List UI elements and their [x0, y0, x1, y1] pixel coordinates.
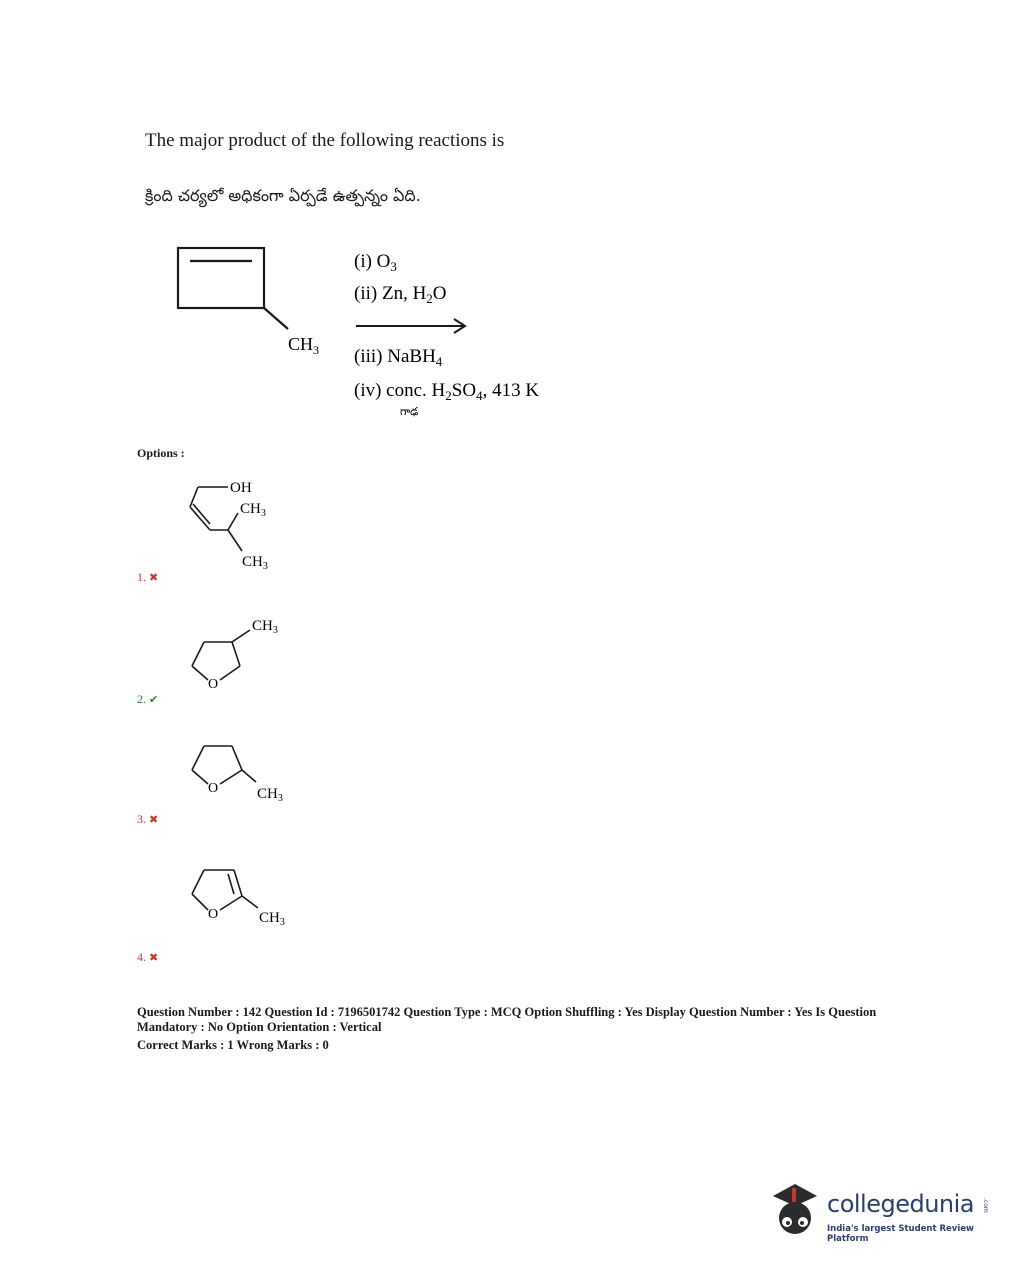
reagent-1: (i) $O_3$: [354, 251, 397, 274]
metadata-line-2: Correct Marks : 1 Wrong Marks : 0: [137, 1038, 329, 1052]
option-2-o-label: O: [208, 677, 219, 692]
option-4-o-label: O: [208, 907, 219, 922]
metadata-line-1: Question Number : 142 Question Id : 7196501742 Question Type : MCQ Option Shuffling : Yes Display Question Number : Yes Is Question Mandatory : No Option Orientation : Vertical: [137, 1005, 877, 1034]
reagent-4: (iv) conc. $H_2SO_4$, 413 K: [354, 380, 540, 403]
wrong-icon: ✖: [149, 571, 159, 584]
reaction-scheme: [160, 235, 600, 425]
logo-name: collegedunia: [827, 1190, 975, 1218]
option-2-ch3-label: $CH_3$: [252, 618, 278, 636]
question-metadata: [137, 1005, 877, 1053]
option-1-number[interactable]: 1. ✖: [137, 570, 159, 584]
question-text-english: The major product of the following reactions is: [145, 130, 505, 151]
option-1-ch3-label-2: $CH_3$: [242, 554, 268, 572]
option-3-structure: [170, 740, 320, 810]
options-label: Options :: [137, 446, 185, 460]
collegedunia-logo[interactable]: [765, 1178, 995, 1248]
option-1-ch3-label: $CH_3$: [240, 501, 266, 519]
option-1-structure: [170, 475, 320, 575]
check-icon: ✔: [149, 693, 159, 706]
option-2-structure: [170, 612, 320, 692]
wrong-icon: ✖: [149, 813, 159, 826]
option-3-ch3-label: $CH_3$: [257, 786, 283, 804]
option-1-oh-label: OH: [230, 480, 252, 496]
logo-suffix: .com: [982, 1198, 989, 1213]
mascot-icon: [765, 1178, 825, 1248]
option-3-number[interactable]: 3. ✖: [137, 812, 159, 826]
substituent-label: $CH_3$: [288, 334, 320, 357]
option-4-ch3-label: $CH_3$: [259, 910, 285, 928]
option-3-o-label: O: [208, 781, 219, 796]
option-4-structure: [170, 862, 320, 932]
reagent-note: గాఢ: [400, 405, 419, 418]
reagent-3: (iii) NaBH$_4$: [354, 346, 443, 369]
reagent-2: (ii) Zn, $H_2O$: [354, 283, 447, 306]
option-2-number[interactable]: 2. ✔: [137, 692, 159, 706]
wrong-icon: ✖: [149, 951, 159, 964]
methylcyclobutene-structure: [178, 248, 288, 329]
reaction-arrow: [356, 319, 465, 333]
logo-tagline: India's largest Student Review Platform: [827, 1224, 974, 1244]
option-4-number[interactable]: 4. ✖: [137, 950, 159, 964]
question-text-telugu: క్రింది చర్యలో అధికంగా ఏర్పడే ఉత్పన్నం ఏది.: [145, 186, 421, 205]
